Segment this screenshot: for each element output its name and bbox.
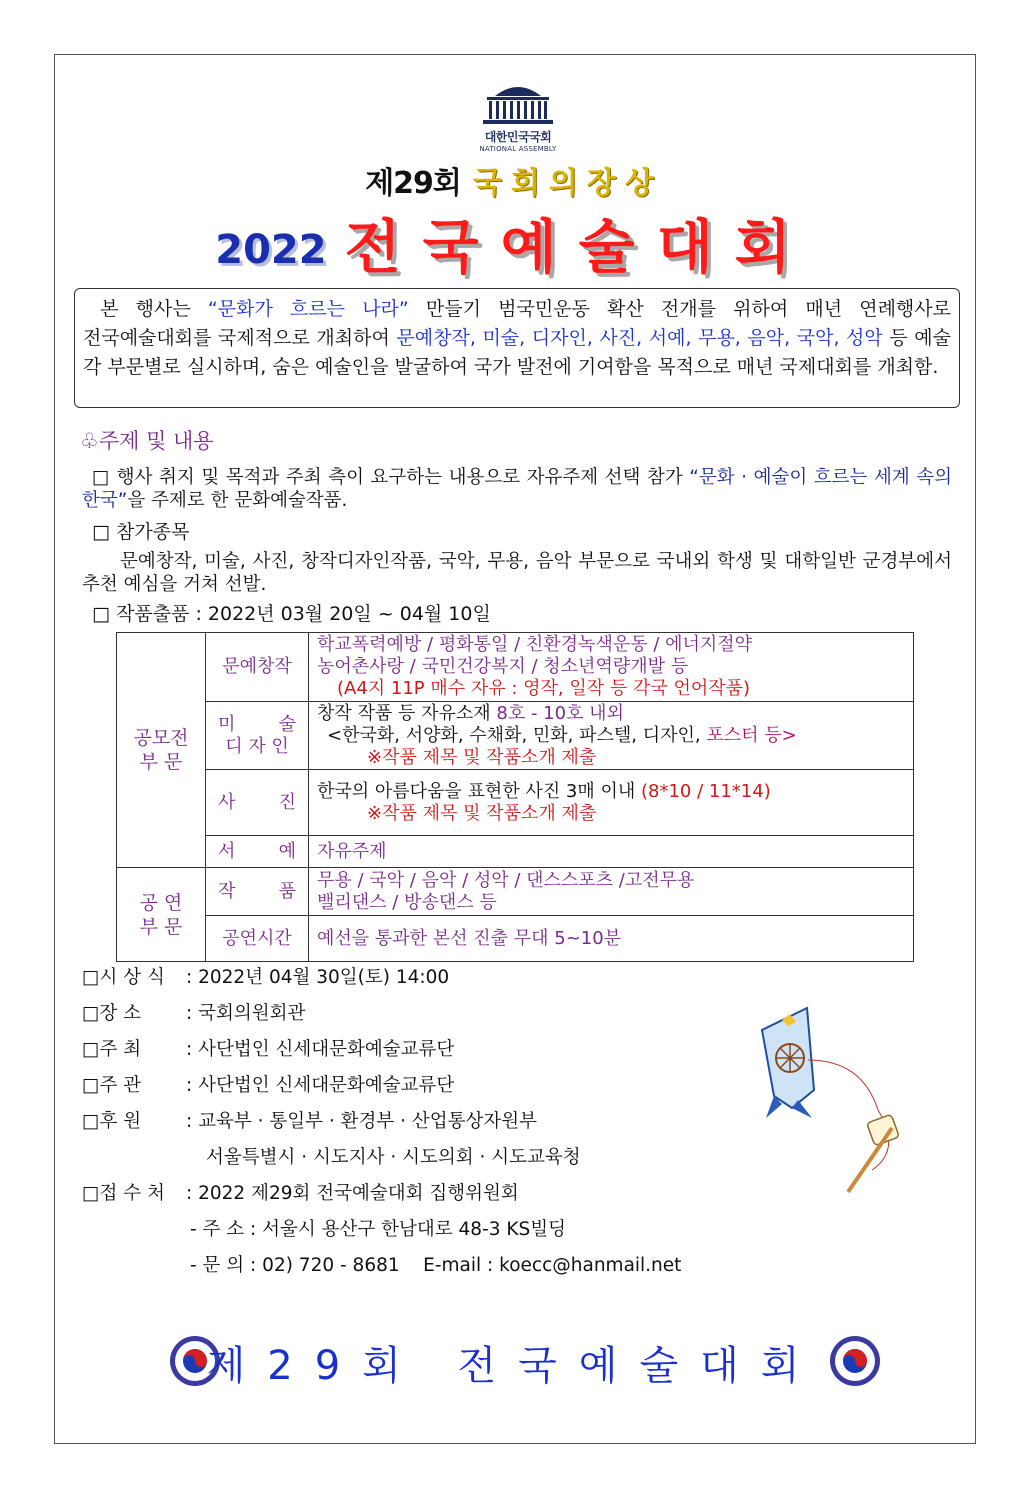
art-line3: ※작품 제목 및 작품소개 제출: [367, 746, 597, 768]
time-desc: 예선을 통과한 본선 진출 무대 5~10분: [309, 916, 914, 962]
info-reception: [82, 1182, 519, 1206]
time-label: 공연시간: [206, 916, 309, 962]
intro-box: [74, 288, 960, 408]
reception-value: : 2022 제29회 전국예술대회 집행위원회: [186, 1183, 519, 1204]
art-line2a: <한국화, 서양화, 수채화, 민화, 파스텔, 디자인,: [327, 724, 707, 746]
calligraphy-label-b: 예: [278, 840, 296, 862]
section-heading-text: 주제 및 내용: [98, 429, 214, 453]
literature-line1: 학교폭력예방 / 평화통일 / 친환경녹색운동 / 에너지절약: [317, 634, 753, 655]
award-text: 국회의장상: [472, 166, 663, 201]
photo-line1b: (8*10 / 11*14): [641, 780, 771, 802]
address-line: - 주 소 : 서울시 용산구 한남대로 48-3 KS빌딩: [190, 1219, 567, 1240]
works-line2: 밸리댄스 / 방송댄스 등: [317, 891, 497, 913]
contest-cat-line2: 부 문: [139, 751, 183, 773]
calligraphy-label: [206, 836, 309, 868]
right-emblem-icon: [828, 1334, 882, 1388]
submission-period: □ 작품출품 : 2022년 03월 20일 ~ 04월 10일: [92, 603, 491, 625]
footer-title: 제29회 전국예술대회: [206, 1343, 822, 1389]
table-row-literature: [117, 633, 914, 702]
logo-name-english: NATIONAL ASSEMBLY: [479, 145, 557, 153]
info-ceremony: [82, 966, 449, 990]
design-label: 디 자 인: [225, 735, 289, 757]
art-label: [206, 702, 309, 770]
photo-label: [206, 770, 309, 836]
literature-line3: (A4지 11P 매수 자유 : 영작, 일작 등 각국 언어작품): [337, 678, 751, 699]
venue-label: □장 소: [82, 1003, 142, 1024]
venue-value: : 국회의원회관: [186, 1003, 306, 1024]
works-label-a: 작: [218, 880, 236, 902]
literature-desc: [309, 633, 914, 702]
photo-line1a: 한국의 아름다움을 표현한 사진 3매 이내: [317, 780, 641, 802]
intro-quote: “문화가 흐르는 나라”: [207, 298, 409, 320]
ceremony-value: : 2022년 04월 30일(토) 14:00: [186, 967, 450, 988]
info-host: [82, 1038, 454, 1062]
clover-icon: ♧: [80, 429, 99, 453]
kite-illustration: [752, 1000, 902, 1200]
calligraphy-label-a: 서: [218, 840, 236, 862]
intro-text-1: 본 행사는: [100, 298, 208, 320]
national-assembly-logo: [466, 80, 570, 153]
host-label: □주 최: [82, 1039, 142, 1060]
table-row-time: [117, 916, 914, 962]
table-row-art: [117, 702, 914, 770]
works-line1: 무용 / 국악 / 음악 / 성악 / 댄스스포츠 /고전무용: [317, 869, 695, 891]
contest-category-cell: [117, 633, 206, 868]
year-text: 2022: [215, 227, 327, 273]
perform-category-cell: [117, 868, 206, 962]
table-row-works: [117, 868, 914, 916]
theme-text-a: □ 행사 취지 및 목적과 주최 측이 요구하는 내용으로 자유주제 선택 참가: [92, 467, 690, 488]
theme-quote: “문화 · 예술이 흐르는 세계 속의 한국”: [82, 467, 953, 511]
organizer-label: □주 관: [82, 1075, 142, 1096]
edition-text: 제29회: [365, 166, 461, 201]
theme-paragraph: [82, 466, 952, 512]
photo-label-b: 진: [278, 791, 296, 813]
intro-fields: 문예창작, 미술, 디자인, 사진, 서예, 무용, 음악, 국악, 성악: [396, 327, 883, 349]
literature-line2: 농어촌사랑 / 국민건강복지 / 청소년역량개발 등: [317, 656, 689, 677]
contact-line: - 문 의 : 02) 720 - 8681 E-mail : koecc@hanmail.net: [190, 1255, 682, 1276]
sponsor-value: : 교육부 · 통일부 · 환경부 · 산업통상자원부: [186, 1111, 537, 1132]
table-row-calligraphy: [117, 836, 914, 868]
info-venue: [82, 1002, 305, 1026]
art-desc: [309, 702, 914, 770]
perform-cat-line1: 공 연: [139, 891, 183, 914]
perform-cat-line2: 부 문: [139, 915, 183, 938]
category-paragraph: 문예창작, 미술, 사진, 창작디자인작품, 국악, 무용, 음악 부문으로 국내외 학생 및 대학일반 군경부에서 추천 예심을 거쳐 선발.: [82, 551, 952, 595]
sponsor-label: □후 원: [82, 1111, 142, 1132]
theme-text-b: 을 주제로 한 문화예술작품.: [127, 490, 348, 511]
assembly-building-icon: [473, 80, 563, 126]
art-label-a: 미: [218, 713, 236, 735]
sponsor-line2: 서울특별시 · 시도지사 · 시도의회 · 시도교육청: [206, 1147, 581, 1168]
contest-cat-line1: 공모전: [133, 727, 189, 749]
info-organizer: [82, 1074, 454, 1098]
calligraphy-desc: 자유주제: [309, 836, 914, 868]
works-desc: [309, 868, 914, 916]
photo-line2: ※작품 제목 및 작품소개 제출: [367, 802, 597, 824]
info-sponsor: [82, 1110, 537, 1134]
host-value: : 사단법인 신세대문화예술교류단: [186, 1039, 455, 1060]
title-line-1: [0, 158, 1028, 202]
ceremony-label: □시 상 식: [82, 967, 165, 988]
art-line1b: 8호 - 10호 내외: [496, 702, 624, 724]
intro-text-2: 만들기 범국민운동 확산 전개를 위하여 매년 연례행사로 전국예술대회를 국제적으로 개최하여: [83, 298, 951, 349]
photo-desc: [309, 770, 914, 836]
photo-label-a: 사: [218, 791, 236, 813]
title-line-2: [0, 200, 1028, 284]
reception-label: □접 수 처: [82, 1183, 165, 1204]
section-heading: [80, 428, 214, 454]
art-label-b: 술: [278, 713, 296, 735]
logo-name-korean: 대한민국국회: [484, 130, 552, 144]
intro-text-3: 등 예술 각 부문별로 실시하며, 숨은 예술인을 발굴하여 국가 발전에 기여함을 목적으로 매년 국제대회를 개최함.: [83, 327, 951, 378]
literature-label: 문예창작: [206, 633, 309, 702]
art-line1a: 창작 작품 등 자유소재: [317, 702, 497, 724]
art-line2b: 포스터 등>: [706, 724, 797, 746]
event-title: 전국예술대회: [344, 213, 813, 281]
works-label-b: 품: [278, 880, 296, 902]
table-row-photo: [117, 770, 914, 836]
works-label: [206, 868, 309, 916]
category-heading: □ 참가종목: [92, 521, 190, 543]
category-table: [116, 632, 914, 962]
organizer-value: : 사단법인 신세대문화예술교류단: [186, 1075, 455, 1096]
